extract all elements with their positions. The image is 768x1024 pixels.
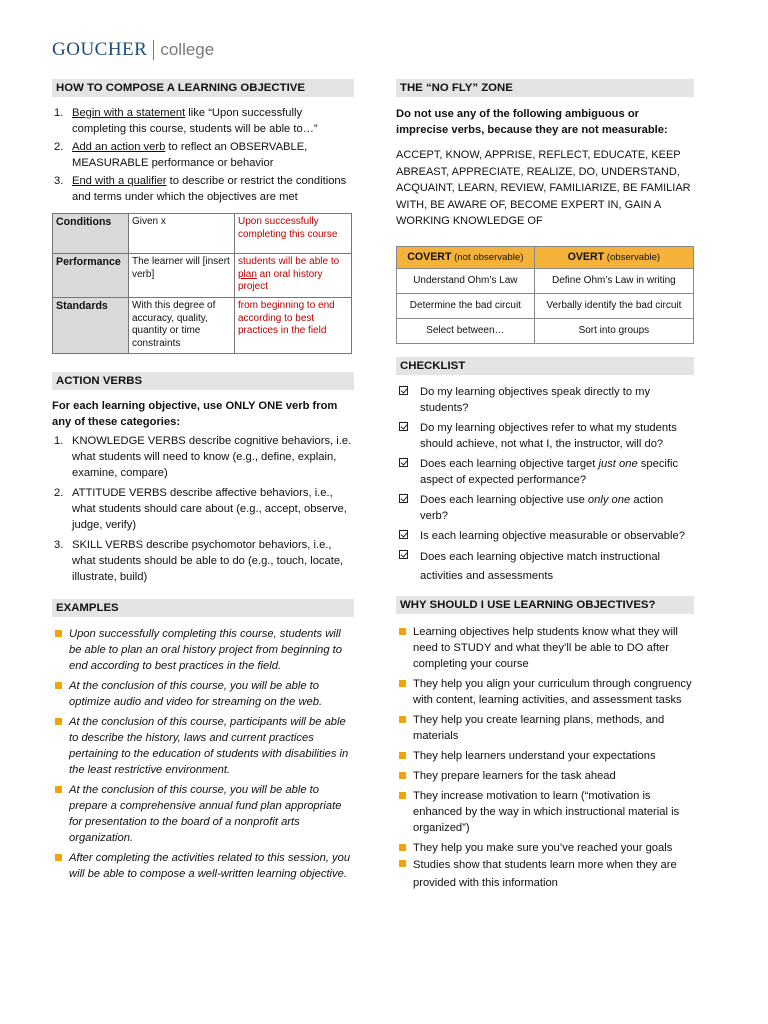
bullet-icon xyxy=(55,786,62,793)
table-header-row xyxy=(397,246,694,268)
examples-heading: EXAMPLES xyxy=(52,599,354,617)
table-row xyxy=(397,268,694,293)
reason-item: They increase motivation to learn (“motivation is enhanced by the way in which instructional material is organized”) xyxy=(396,788,694,836)
step-text: to reflect an OBSERVABLE, MEASURABLE performance or behavior xyxy=(72,141,308,169)
checkbox-checked-icon xyxy=(399,530,408,539)
checklist-item: Is each learning objective measurable or observable? xyxy=(396,528,694,544)
example-item: At the conclusion of this course, you will be able to optimize audio and video for streaming on the web. xyxy=(52,678,354,710)
step-text: like “Upon successfully completing this course, students will be able to…” xyxy=(72,107,318,135)
conditions-table xyxy=(52,213,352,354)
step-lead: End with a qualifier xyxy=(72,175,167,187)
covert-cell: Select between… xyxy=(397,318,535,343)
example-item: At the conclusion of this course, you will be able to prepare a comprehensive annual fund plan appropriate for presentation to the board of a nonprofit arts organization. xyxy=(52,782,354,846)
table-row xyxy=(53,214,352,254)
goucher-logo xyxy=(52,38,214,62)
table-row xyxy=(397,293,694,318)
checkbox-checked-icon xyxy=(399,386,408,395)
example-item: After completing the activities related to this session, you will be able to compose a well-written learning objective. xyxy=(52,850,354,882)
step-lead: Add an action verb xyxy=(72,141,166,153)
logo-brand: GOUCHER xyxy=(52,39,148,60)
table-row xyxy=(53,254,352,298)
row-example: from beginning to end according to best practices in the field xyxy=(235,298,352,354)
left-column xyxy=(52,79,354,886)
checkbox-checked-icon xyxy=(399,422,408,431)
verb-category: 1. KNOWLEDGE VERBS describe cognitive behaviors, i.e. what students will need to know (e.g., define, explain, examine, compare) xyxy=(54,435,352,479)
reason-item: Studies show that students learn more when they are provided with this information xyxy=(396,856,694,892)
right-column xyxy=(396,79,694,896)
why-list xyxy=(396,624,694,892)
bullet-icon xyxy=(399,752,406,759)
checklist-item: Does each learning objective match instructional activities and assessments xyxy=(396,548,694,586)
row-label: Performance xyxy=(53,254,129,298)
step-number: 1. xyxy=(54,107,64,119)
compose-steps xyxy=(52,105,354,205)
bullet-icon xyxy=(399,716,406,723)
covert-cell: Determine the bad circuit xyxy=(397,293,535,318)
compose-heading: HOW TO COMPOSE A LEARNING OBJECTIVE xyxy=(52,79,354,97)
overt-cell: Verbally identify the bad circuit xyxy=(534,293,693,318)
bullet-icon xyxy=(55,630,62,637)
nofly-heading: THE “NO FLY” ZONE xyxy=(396,79,694,97)
checklist-heading: CHECKLIST xyxy=(396,357,694,375)
reason-item: They prepare learners for the task ahead xyxy=(396,768,694,784)
step-number: 2. xyxy=(54,141,64,153)
row-description: Given x xyxy=(129,214,235,254)
table-row xyxy=(397,318,694,343)
bullet-icon xyxy=(55,682,62,689)
verb-category: 2. ATTITUDE VERBS describe affective behaviors, i.e., what students should care about (e.g., accept, observe, judge, verify) xyxy=(54,487,347,531)
examples-list xyxy=(52,626,354,882)
bullet-icon xyxy=(399,860,406,867)
step-lead: Begin with a statement xyxy=(72,107,186,119)
logo-college: college xyxy=(160,40,215,59)
compose-step xyxy=(52,173,354,205)
checkbox-checked-icon xyxy=(399,458,408,467)
row-label: Standards xyxy=(53,298,129,354)
compose-step xyxy=(52,139,354,171)
covert-overt-table xyxy=(396,246,694,344)
row-example: students will be able to plan an oral history project xyxy=(235,254,352,298)
verbs-heading: ACTION VERBS xyxy=(52,372,354,390)
covert-cell: Understand Ohm’s Law xyxy=(397,268,535,293)
row-label: Conditions xyxy=(53,214,129,254)
reason-item: They help you create learning plans, methods, and materials xyxy=(396,712,694,744)
logo-separator xyxy=(153,40,154,60)
step-text: to describe or restrict the conditions and terms under which the objectives are met xyxy=(72,175,347,203)
reason-item: They help learners understand your expectations xyxy=(396,748,694,764)
table-row xyxy=(53,298,352,354)
example-item: Upon successfully completing this course, students will be able to plan an oral history project from beginning to end according to best practices in the field. xyxy=(52,626,354,674)
verb-category: 3. SKILL VERBS describe psychomotor behaviors, i.e., what students should be able to do (e.g., touch, locate, illustrate, build) xyxy=(54,539,344,583)
checklist xyxy=(396,384,694,586)
checklist-item: Does each learning objective target just one specific aspect of expected performance? xyxy=(396,456,694,488)
verbs-intro: For each learning objective, use ONLY ONE verb from any of these categories: xyxy=(52,400,338,428)
example-item: At the conclusion of this course, participants will be able to describe the history, laws and current practices pertaining to the education of students with disabilities in the least restrictive environment. xyxy=(52,714,354,778)
bullet-icon xyxy=(399,792,406,799)
overt-header: OVERT (observable) xyxy=(534,246,693,268)
checklist-item: Do my learning objectives refer to what my students should achieve, not what I, the instructor, will do? xyxy=(396,420,694,452)
reason-item: They help you make sure you’ve reached your goals xyxy=(396,840,694,856)
checklist-item: Does each learning objective use only one action verb? xyxy=(396,492,694,524)
nofly-verbs: ACCEPT, KNOW, APPRISE, REFLECT, EDUCATE, KEEP ABREAST, APPRECIATE, REALIZE, DO, UNDERSTAND, ACQUAINT, LEARN, REVIEW, FAMILIARIZE, BE FAMILIAR WITH, BE AWARE OF, BECOME EXPERT IN, GAIN A WORKING KNOWLEDGE OF xyxy=(396,149,691,227)
checkbox-checked-icon xyxy=(399,550,408,559)
bullet-icon xyxy=(55,854,62,861)
covert-header: COVERT (not observable) xyxy=(397,246,535,268)
nofly-intro: Do not use any of the following ambiguous or imprecise verbs, because they are not measurable: xyxy=(396,108,668,136)
bullet-icon xyxy=(55,718,62,725)
why-heading: WHY SHOULD I USE LEARNING OBJECTIVES? xyxy=(396,596,694,614)
row-description: With this degree of accuracy, quality, quantity or time constraints xyxy=(129,298,235,354)
checkbox-checked-icon xyxy=(399,494,408,503)
checklist-item: Do my learning objectives speak directly to my students? xyxy=(396,384,694,416)
bullet-icon xyxy=(399,844,406,851)
reason-item: Learning objectives help students know what they will need to STUDY and what they’ll be able to DO after completing your course xyxy=(396,624,694,672)
overt-cell: Sort into groups xyxy=(534,318,693,343)
reason-item: They help you align your curriculum through congruency with content, learning activities, and assessment tasks xyxy=(396,676,694,708)
bullet-icon xyxy=(399,772,406,779)
verbs-list xyxy=(52,433,354,585)
compose-step xyxy=(52,105,354,137)
row-description: The learner will [insert verb] xyxy=(129,254,235,298)
bullet-icon xyxy=(399,680,406,687)
step-number: 3. xyxy=(54,175,64,187)
row-example: Upon successfully completing this course xyxy=(235,214,352,254)
overt-cell: Define Ohm’s Law in writing xyxy=(534,268,693,293)
bullet-icon xyxy=(399,628,406,635)
